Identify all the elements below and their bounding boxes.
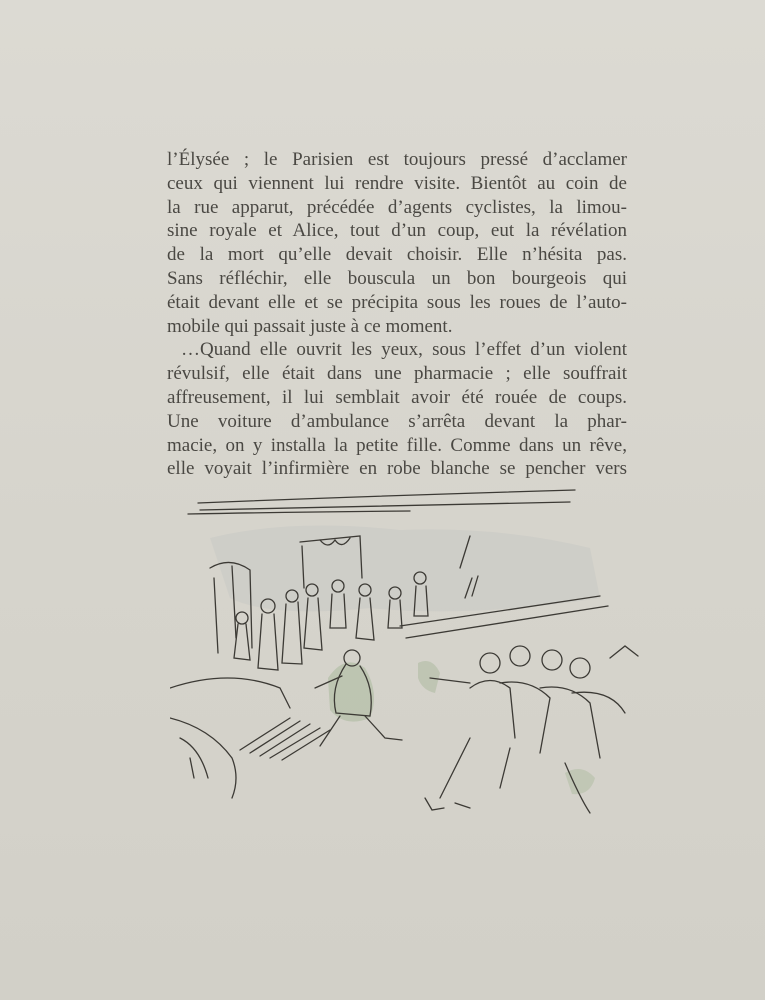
text-line: la rue apparut, précédée d’agents cyclistes, la limou-	[167, 196, 627, 218]
text-line: Une voiture d’ambulance s’arrêta devant la phar-	[167, 410, 627, 432]
street-scene-illustration	[170, 478, 650, 848]
text-line: révulsif, elle était dans une pharmacie ; elle souffrait	[167, 363, 627, 385]
text-line: macie, on y installa la petite fille. Comme dans un rêve,	[167, 434, 627, 456]
text-line: l’Élysée ; le Parisien est toujours pressé d’acclamer	[167, 149, 627, 170]
text-line: elle voyait l’infirmière en robe blanche se pencher vers	[167, 458, 627, 480]
text-line: était devant elle et se précipita sous les roues de l’auto-	[167, 291, 627, 313]
body-text	[167, 148, 627, 481]
text-line: Sans réfléchir, elle bouscula un bon bourgeois qui	[167, 267, 627, 289]
green-wash	[418, 661, 440, 693]
text-line: sine royale et Alice, tout d’un coup, eut la révélation	[167, 220, 627, 242]
text-line: de la mort qu’elle devait choisir. Elle n’hésita pas.	[167, 244, 627, 266]
ink-drawing	[170, 478, 650, 848]
text-line: mobile qui passait juste à ce moment.	[167, 315, 453, 337]
text-line: ceux qui viennent lui rendre visite. Bientôt au coin de	[167, 172, 627, 194]
text-line: affreusement, il lui semblait avoir été rouée de coups.	[167, 386, 627, 408]
text-line: …Quand elle ouvrit les yeux, sous l’effet d’un violent	[181, 339, 627, 361]
